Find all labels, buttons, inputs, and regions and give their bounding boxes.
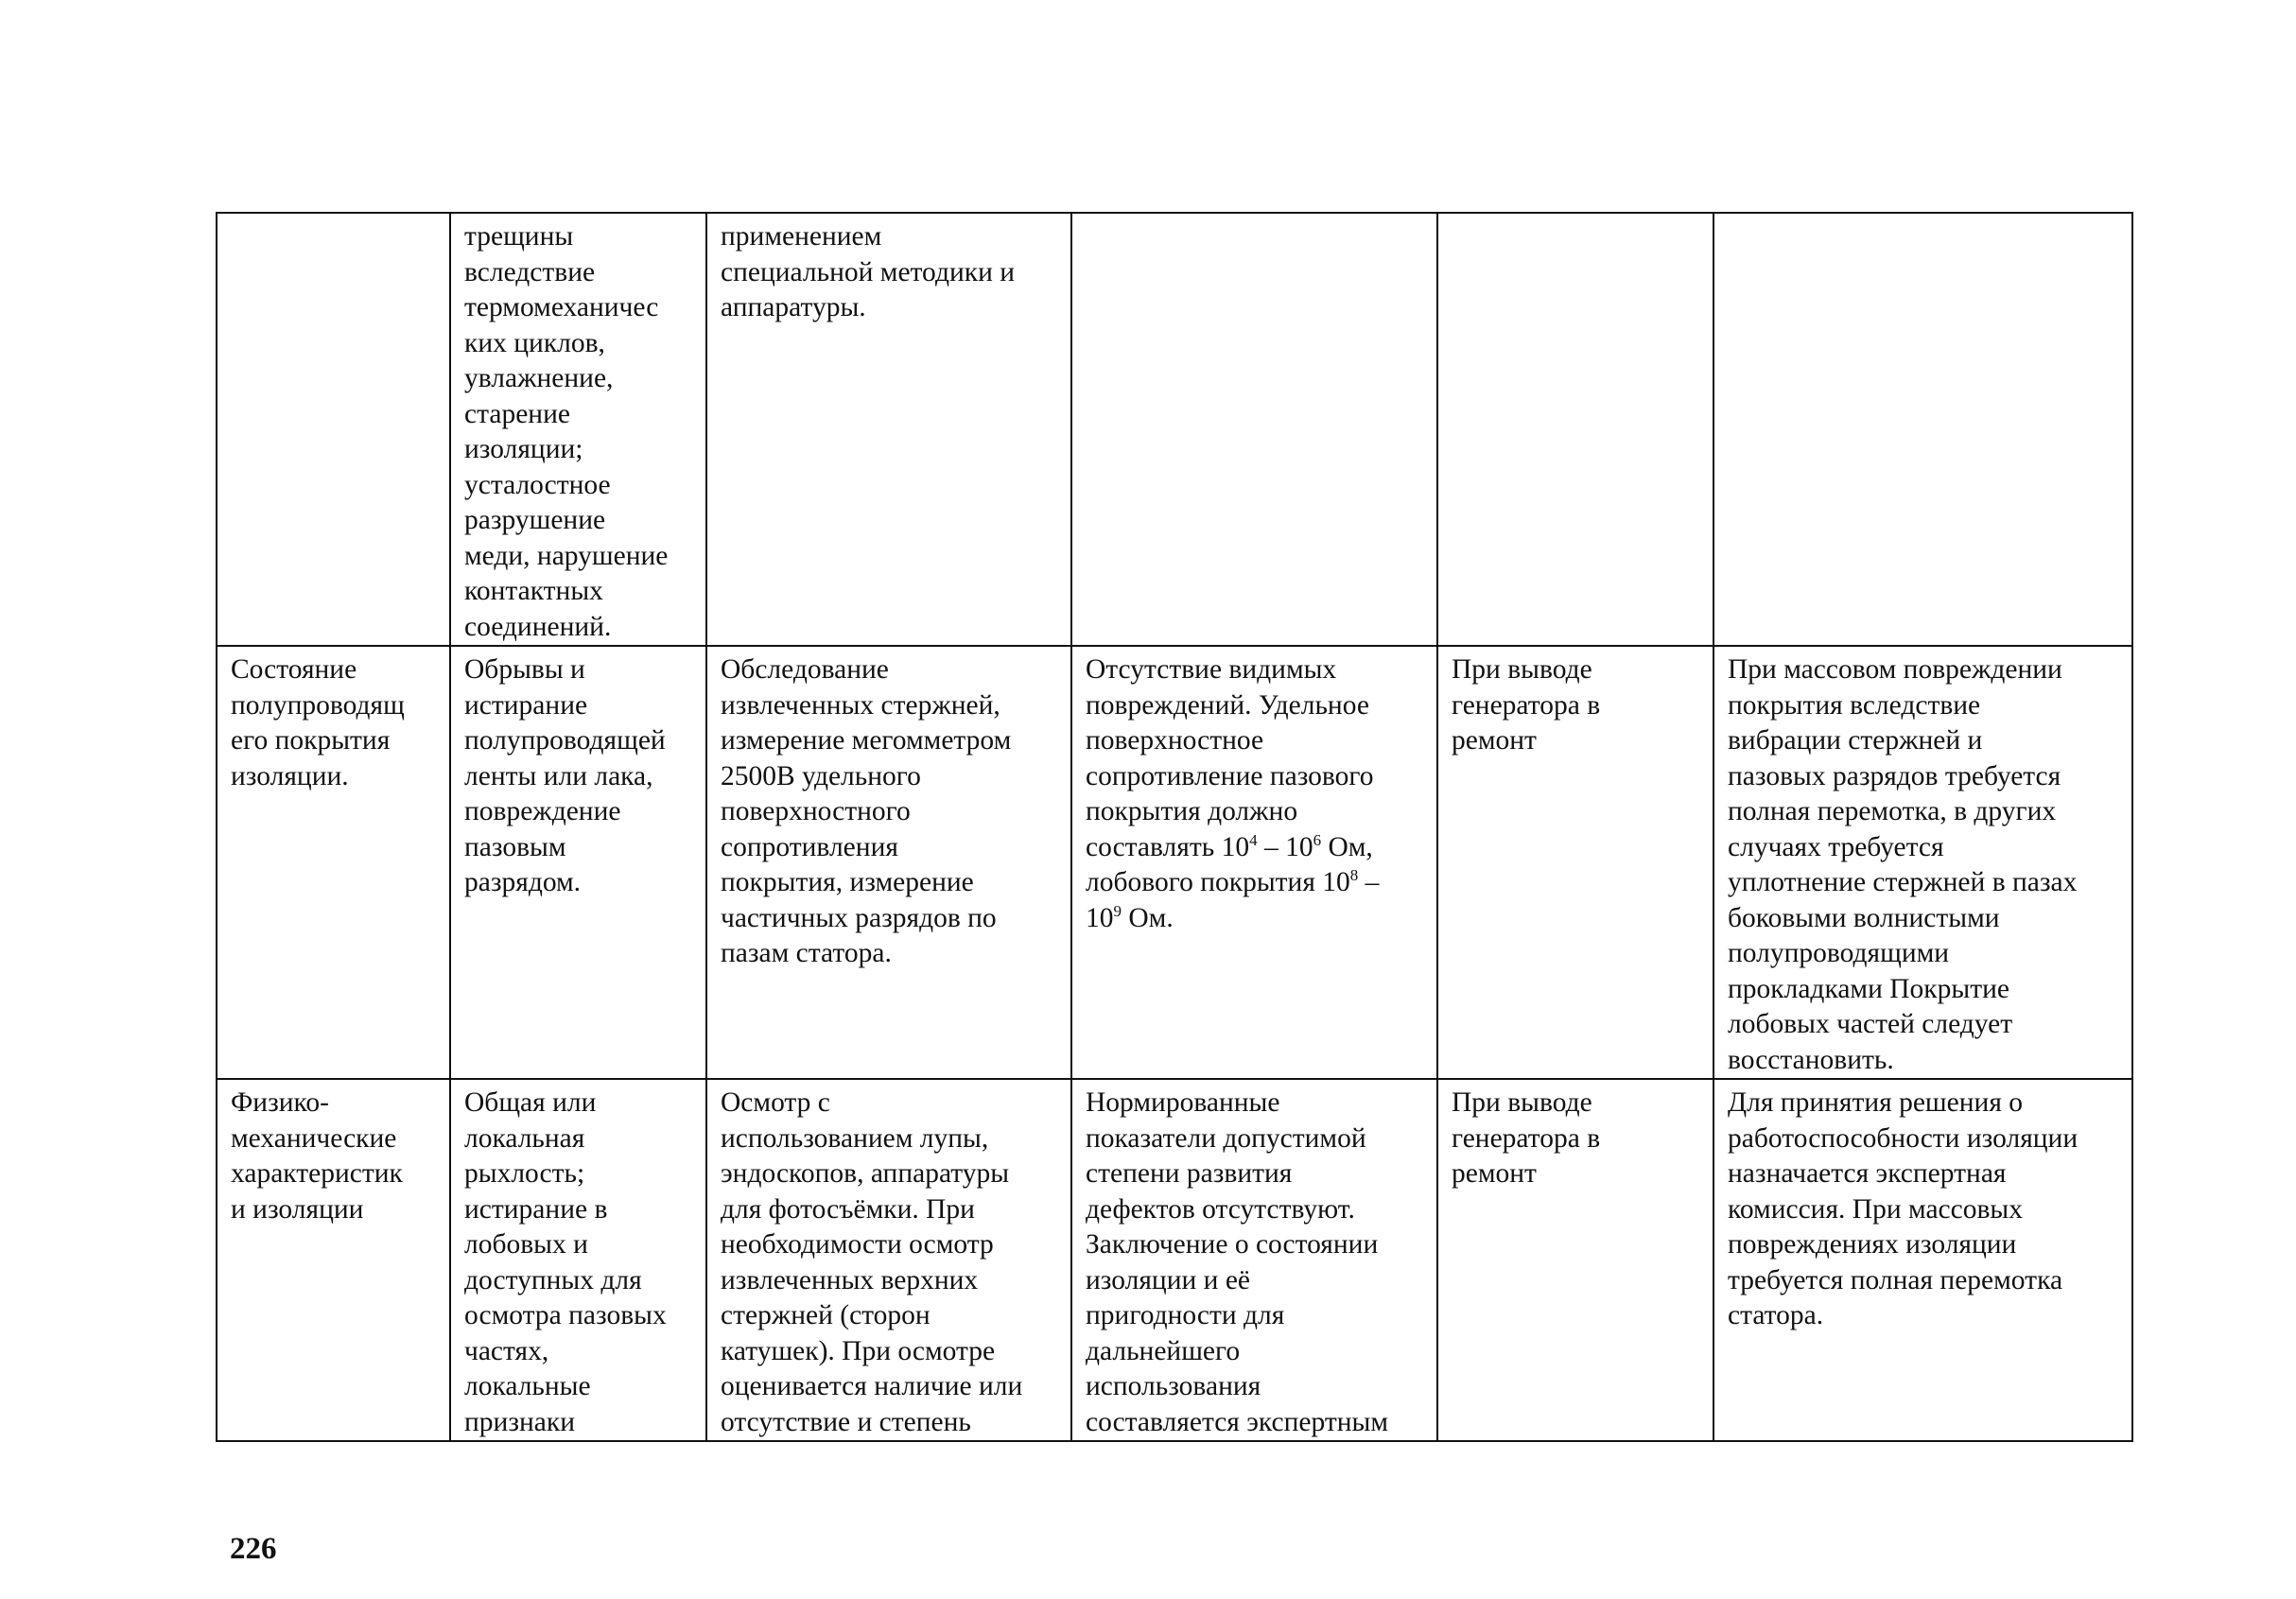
table-cell-method: применением специальной методики и аппаратуры. [706, 213, 1071, 646]
table-cell-frequency: При выводе генератора в ремонт [1437, 646, 1713, 1079]
norm-line: лобового покрытия $10^8$ – [1086, 866, 1380, 897]
table-row [217, 646, 2132, 1079]
norm-line: поверхностное [1086, 725, 1264, 756]
exponent: 6 [1313, 830, 1322, 849]
table-cell-parameter: Состояние полупроводящ его покрытия изоляции. [217, 646, 450, 1079]
table-cell-defects: Общая или локальная рыхлость; истирание в лобовых и доступных для осмотра пазовых частях, локальные признаки [450, 1079, 706, 1441]
norm-line: повреждений. Удельное [1086, 689, 1369, 721]
exponent: 9 [1113, 901, 1122, 920]
table-cell-method: Осмотр с использованием лупы, эндоскопов, аппаратуры для фотосъёмки. При необходимости осмотр извлеченных верхних стержней (сторон катушек). При осмотре оценивается наличие или отсутствие и степень [706, 1079, 1071, 1441]
table-cell-defects: трещины вследствие термомеханичес ких циклов, увлажнение, старение изоляции; усталостное разрушение меди, нарушение контактных соединений. [450, 213, 706, 646]
table-cell-method: Обследование извлеченных стержней, измерение мегомметром 2500В удельного поверхностного сопротивления покрытия, измерение частичных разрядов по пазам статора. [706, 646, 1071, 1079]
table-cell-parameter: Физико- механические характеристик и изоляции [217, 1079, 450, 1441]
exponent: 8 [1349, 866, 1359, 885]
table-cell-frequency: При выводе генератора в ремонт [1437, 1079, 1713, 1441]
table-cell-measures: При массовом повреждении покрытия вследствие вибрации стержней и пазовых разрядов требуется полная перемотка, в других случаях требуется уплотнение стержней в пазах боковыми волнистыми полупроводящими прокладками Покрытие лобовых частей следует восстановить. [1713, 646, 2132, 1079]
table-cell-norm [1071, 213, 1437, 646]
table-cell-measures: Для принятия решения о работоспособности изоляции назначается экспертная комиссия. При массовых повреждениях изоляции требуется полная перемотка статора. [1713, 1079, 2132, 1441]
table-cell-defects: Обрывы и истирание полупроводящей ленты или лака, повреждение пазовым разрядом. [450, 646, 706, 1079]
table-cell-parameter [217, 213, 450, 646]
page-number: 226 [230, 1532, 277, 1566]
table-row [217, 213, 2132, 646]
norm-line: Отсутствие видимых [1086, 654, 1337, 685]
table-cell-norm: Нормированные показатели допустимой степени развития дефектов отсутствуют. Заключение о состоянии изоляции и её пригодности для дальнейшего использования составляется экспертным [1071, 1079, 1437, 1441]
table-cell-frequency [1437, 213, 1713, 646]
table-row [217, 1079, 2132, 1441]
norm-line: покрытия должно [1086, 796, 1298, 826]
diagnostics-table [216, 212, 2133, 1442]
exponent: 4 [1249, 830, 1258, 849]
table-cell-measures [1713, 213, 2132, 646]
norm-line: сопротивление пазового [1086, 760, 1374, 791]
table-cell-norm [1071, 646, 1437, 1079]
norm-line: составлять $10^4 - 10^6$ Ом, [1086, 830, 1373, 862]
norm-line: $10^9$ Ом. [1086, 901, 1174, 933]
